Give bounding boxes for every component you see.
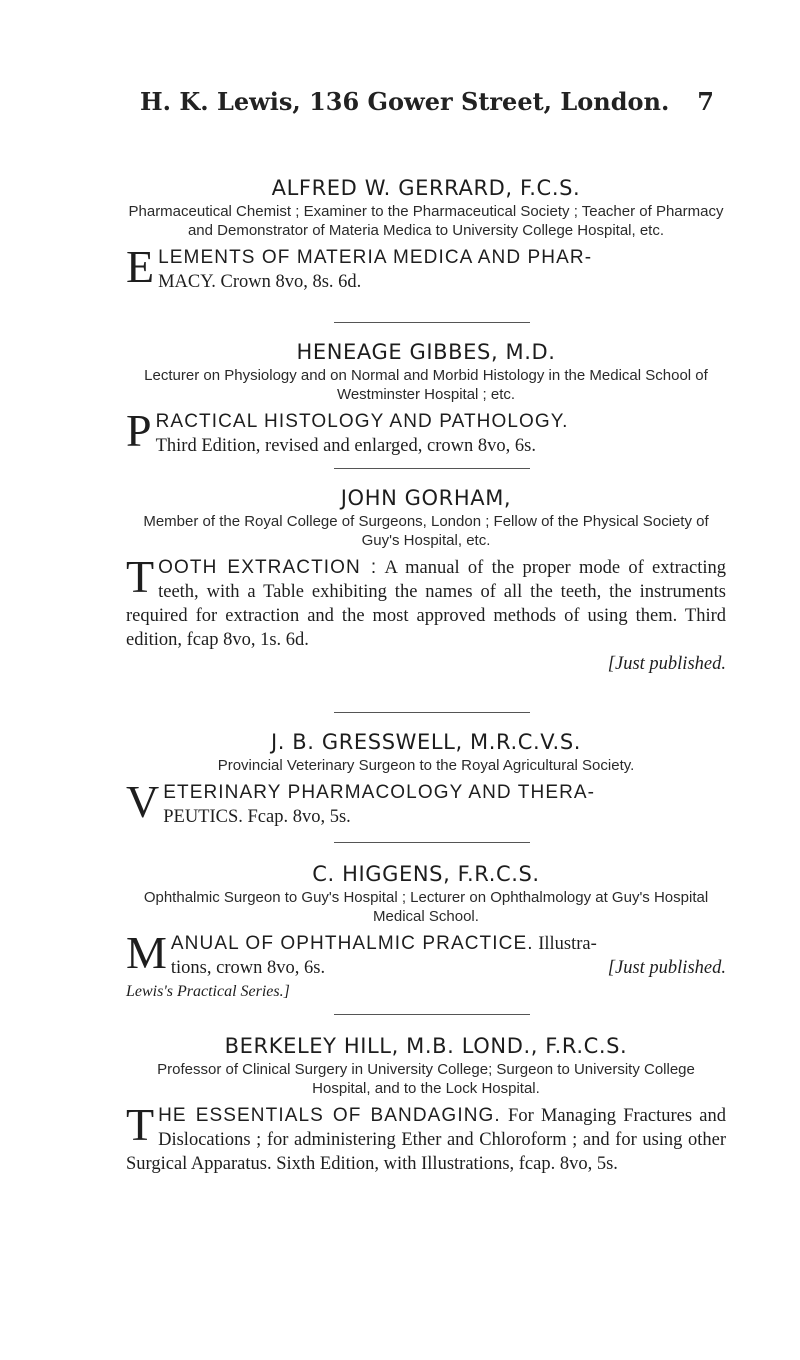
section-divider (334, 468, 530, 469)
book-title: HE ESSENTIALS OF BANDAGING. (158, 1105, 501, 1126)
drop-cap: T (126, 551, 155, 602)
book-listing (126, 927, 726, 1004)
book-title: ANUAL OF OPHTHALMIC PRACTICE. (170, 933, 534, 954)
section-divider (334, 322, 530, 323)
publication-status: [Just published. (607, 654, 726, 674)
book-title: RACTICAL HISTOLOGY AND PATHOLOGY. (155, 411, 569, 432)
book-entry-gibbes (126, 340, 726, 458)
author-qualifications: Provincial Veterinary Surgeon to the Royal Agricultural Society. (217, 757, 635, 774)
drop-cap: P (126, 405, 152, 456)
drop-cap: E (126, 241, 155, 292)
author-qualifications: Professor of Clinical Surgery in University College; Surgeon to University College Hospital, and to the Lock Hospital. (157, 1061, 695, 1097)
section-divider (334, 842, 530, 843)
publication-status: [Just published. (607, 958, 726, 978)
book-listing (126, 1099, 727, 1176)
book-entry-higgens (126, 862, 726, 1004)
book-listing (126, 405, 726, 458)
section-divider (334, 712, 530, 713)
drop-cap: V (126, 776, 160, 827)
book-description: MACY. Crown 8vo, 8s. 6d. (158, 272, 362, 292)
series-note: Lewis's Practical Series.] (126, 983, 290, 1000)
book-entry-gresswell (126, 730, 726, 829)
book-entry-gorham (126, 486, 726, 676)
book-title: OOTH EXTRACTION : (158, 557, 378, 578)
author-qualifications: Ophthalmic Surgeon to Guy's Hospital ; Lecturer on Ophthalmology at Guy's Hospital Medical School. (143, 889, 709, 925)
book-description: Illustra- (538, 934, 597, 954)
section-divider (334, 1014, 530, 1015)
author-qualifications: Pharmaceutical Chemist ; Examiner to the Pharmaceutical Society ; Teacher of Pharmacy and Demonstrator of Materia Medica to University College Hospital, etc. (128, 203, 724, 239)
book-description: PEUTICS. Fcap. 8vo, 5s. (163, 807, 351, 827)
book-title: ETERINARY PHARMACOLOGY AND THERA- (163, 782, 596, 803)
running-title: H. K. Lewis, 136 Gower Street, London. (140, 87, 670, 116)
author-qualifications: Lecturer on Physiology and on Normal and Morbid Histology in the Medical School of Westminster Hospital ; etc. (144, 367, 708, 403)
book-entry-hill (126, 1034, 726, 1176)
page-number: 7 (697, 87, 714, 116)
author-name: JOHN GORHAM, (340, 486, 512, 510)
author-name: HENEAGE GIBBES, M.D. (296, 340, 556, 364)
book-entry-gerrard (126, 176, 726, 294)
author-name: C. HIGGENS, F.R.C.S. (312, 862, 540, 886)
book-listing (126, 241, 726, 294)
drop-cap: M (126, 927, 167, 978)
book-listing (126, 776, 726, 829)
book-description-cont: tions, crown 8vo, 6s. (170, 958, 326, 978)
book-description: For Managing Fractures and Dislocations ; for administering Ether and Chloroform ; and for using other Surgical Apparatus. Sixth Edition, with Illustrations, fcap. 8vo, 5s. (126, 1106, 727, 1174)
book-listing (126, 551, 727, 676)
author-name: BERKELEY HILL, M.B. LOND., F.R.C.S. (224, 1034, 628, 1058)
author-name: J. B. GRESSWELL, M.R.C.V.S. (270, 730, 582, 754)
book-title: LEMENTS OF MATERIA MEDICA AND PHAR- (158, 247, 593, 268)
book-description: A manual of the proper mode of extracting teeth, with a Table exhibiting the names of all the teeth, the instruments required for extraction and the most approved methods of using them. Third edition, fcap 8vo, 1s. 6d. (126, 558, 727, 650)
book-description: Third Edition, revised and enlarged, crown 8vo, 6s. (155, 436, 536, 456)
author-qualifications: Member of the Royal College of Surgeons, London ; Fellow of the Physical Society of Guy's Hospital, etc. (143, 513, 709, 549)
author-name: ALFRED W. GERRARD, F.C.S. (271, 176, 581, 200)
drop-cap: T (126, 1099, 155, 1150)
